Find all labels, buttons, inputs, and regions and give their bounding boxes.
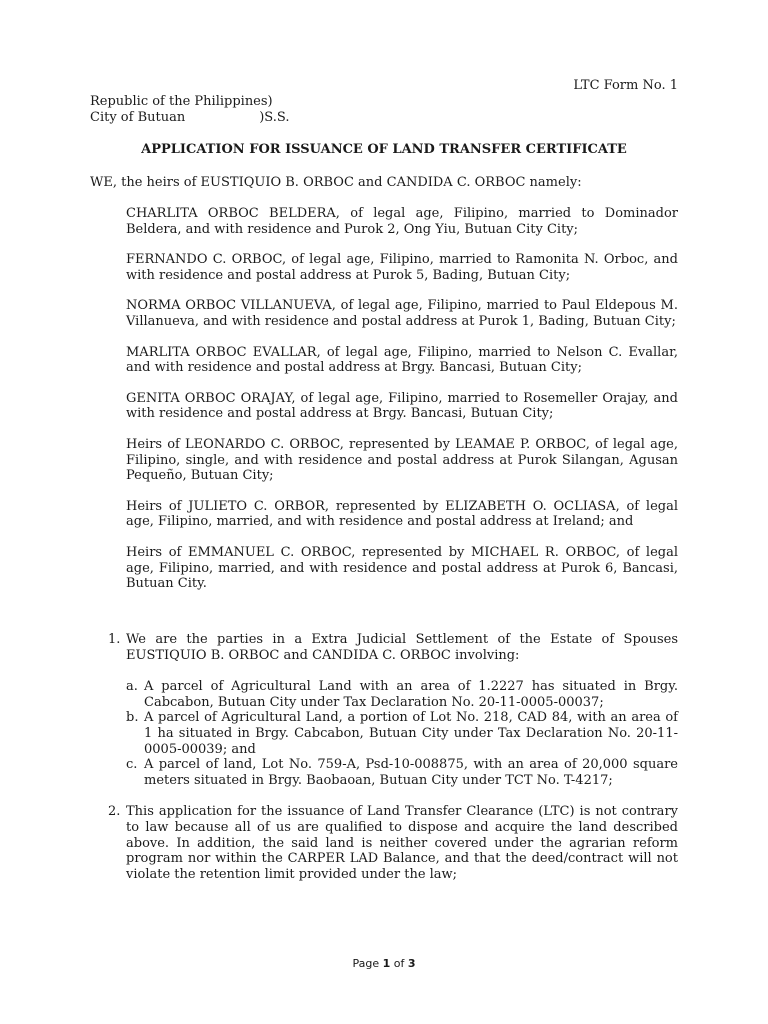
sub-item-label: a.	[126, 679, 138, 695]
intro-paragraph: WE, the heirs of EUSTIQUIO B. ORBOC and CANDIDA C. ORBOC namely:	[90, 175, 582, 190]
heir-paragraph: MARLITA ORBOC EVALLAR, of legal age, Filipino, married to Nelson C. Evallar, and with residence and postal address at Brgy. Bancasi, Butuan City;	[126, 344, 678, 376]
sub-item-label: c.	[126, 757, 138, 773]
page-footer	[0, 956, 768, 972]
list-item-text: This application for the issuance of Land Transfer Clearance (LTC) is not contrary to law because all of us are qualified to dispose and acquire the land described above. In addition, the said land is neither covered under the agrarian reform program nor within the CARPER LAD Balance, and that the deed/contract will not violate the retention limit provided under the law;	[126, 804, 678, 882]
heir-paragraph: Heirs of EMMANUEL C. ORBOC, represented by MICHAEL R. ORBOC, of legal age, Filipino, married, and with residence and postal address at Purok 6, Bancasi, Butuan City.	[126, 544, 678, 592]
list-item-2	[90, 804, 678, 882]
heir-paragraph: GENITA ORBOC ORAJAY, of legal age, Filipino, married to Rosemeller Orajay, and with residence and postal address at Brgy. Bancasi, Butuan City;	[126, 390, 678, 422]
numbered-list	[90, 632, 678, 882]
heir-paragraph: Heirs of LEONARDO C. ORBOC, represented by LEAMAE P. ORBOC, of legal age, Filipino, single, and with residence and postal address at Purok Silangan, Agusan Pequeño, Butuan City;	[126, 436, 678, 484]
sub-item-b	[90, 710, 678, 757]
heirs-list	[126, 206, 678, 607]
list-item-text: We are the parties in a Extra Judicial Settlement of the Estate of Spouses EUSTIQUIO B. ORBOC and CANDIDA C. ORBOC involving:	[126, 632, 678, 663]
heir-paragraph: NORMA ORBOC VILLANUEVA, of legal age, Filipino, married to Paul Eldepous M. Villanueva, and with residence and postal address at Purok 1, Bading, Butuan City;	[126, 298, 678, 329]
venue-city: City of Butuan	[90, 110, 186, 125]
list-item-1	[90, 632, 678, 663]
list-item-number: 1.	[108, 632, 121, 647]
footer-current-page: 1	[382, 957, 391, 970]
heir-paragraph: Heirs of JULIETO C. ORBOR, represented by ELIZABETH O. OCLIASA, of legal age, Filipino, married, and with residence and postal address at Ireland; and	[126, 498, 678, 530]
form-number: LTC Form No. 1	[573, 78, 678, 93]
venue-republic: Republic of the Philippines)	[90, 94, 273, 109]
heir-paragraph: CHARLITA ORBOC BELDERA, of legal age, Filipino, married to Dominador Beldera, and with residence and Purok 2, Ong Yiu, Butuan City City;	[126, 206, 678, 237]
sub-item-label: b.	[126, 710, 139, 726]
footer-page-word: Page	[352, 957, 380, 970]
venue-block	[90, 94, 450, 126]
document-title: APPLICATION FOR ISSUANCE OF LAND TRANSFER CERTIFICATE	[141, 142, 627, 157]
venue-city-line	[90, 110, 450, 126]
list-item-number: 2.	[108, 804, 121, 820]
sub-item-text: A parcel of land, Lot No. 759-A, Psd-10-008875, with an area of 20,000 square meters situated in Brgy. Baobaoan, Butuan City under TCT No. T-4217;	[144, 757, 678, 788]
sub-list	[90, 679, 678, 788]
venue-ss: )S.S.	[259, 110, 290, 125]
footer-of-word: of	[393, 957, 405, 970]
sub-item-text: A parcel of Agricultural Land with an area of 1.2227 has situated in Brgy. Cabcabon, Butuan City under Tax Declaration No. 20-11-0005-00037;	[144, 679, 678, 710]
sub-item-text: A parcel of Agricultural Land, a portion of Lot No. 218, CAD 84, with an area of 1 ha situated in Brgy. Cabcabon, Butuan City under Tax Declaration No. 20-11-0005-00039; and	[144, 710, 678, 757]
footer-total-pages: 3	[407, 957, 416, 970]
heir-paragraph: FERNANDO C. ORBOC, of legal age, Filipino, married to Ramonita N. Orboc, and with residence and postal address at Purok 5, Bading, Butuan City;	[126, 252, 678, 283]
sub-item-c	[90, 757, 678, 788]
sub-item-a	[90, 679, 678, 710]
